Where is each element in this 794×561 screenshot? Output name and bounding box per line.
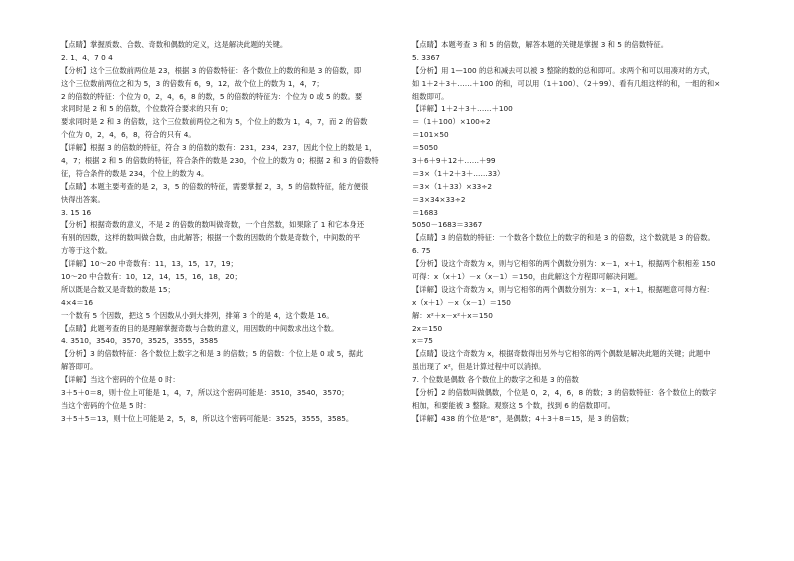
text-line: 一个数有 5 个因数，把这 5 个因数从小到大排列，排第 3 个的是 4，这个数是 16。 [61, 310, 334, 320]
text-line: x（x＋1）－x（x－1）＝150 [412, 297, 511, 307]
text-line: 3＋5＋0＝8，则十位上可能是 1，4，7，所以这个密码可能是：3510，3540，3570； [61, 388, 349, 398]
text-line: 所以既是合数又是奇数的数是 15； [61, 284, 175, 294]
text-line: 【详解】设这个奇数为 x，则与它相邻的两个偶数分别为：x－1，x＋1，根据题意可得方程： [412, 284, 714, 294]
answer-line: 5. 3367 [412, 52, 440, 62]
text-line: 【详解】根据 3 的倍数的特征，符合 3 的倍数的数有：231，234，237，因此个位上的数是 1， [61, 143, 377, 153]
text-line: 这个三位数前两位之和为 5，3 的倍数有 6，9，12，故个位上的数为 1，4，7； [61, 78, 324, 88]
text-line: 【详解】438 的个位是“8”，是偶数；4＋3＋8＝15，是 3 的倍数； [412, 413, 634, 423]
text-line: 解答即可。 [61, 362, 98, 372]
text-line: 【详解】当这个密码的个位是 0 时： [61, 375, 180, 385]
text-line: 【点睛】此题考查的目的是理解掌握奇数与合数的意义，用因数的中间数求出这个数。 [61, 323, 339, 333]
text-line: 当这个密码的个位是 5 时： [61, 400, 151, 410]
text-line: ＝（1＋100）×100÷2 [412, 117, 491, 127]
text-line: 【分析】用 1—100 的总和减去可以被 3 整除的数的总和即可。求两个和可以用凑对的方式， [412, 65, 715, 75]
text-line: 要求同时是 2 和 3 的倍数，这个三位数前两位之和为 5，个位上的数为 1，4，7，而 2 的倍数 [61, 117, 368, 127]
text-line: 3＋5＋5＝13，则十位上可能是 2，5，8，所以这个密码可能是：3525，3555，3585。 [61, 413, 354, 423]
answer-line: 2. 1、4、7 0 4 [61, 52, 113, 62]
text-line: 【分析】2 的倍数叫做偶数，个位是 0，2，4，6，8 的数；3 的倍数特征：各个数位上的数字 [412, 388, 717, 398]
text-line: 【分析】这个三位数前两位是 23，根据 3 的倍数特征：各个数位上的数的和是 3 的倍数，即 [61, 65, 362, 75]
answer-line: 4. 3510，3540，3570，3525，3555，3585 [61, 336, 219, 346]
text-line: 组数即可。 [412, 91, 449, 101]
text-line: 求同时是 2 和 5 的倍数，个位数符合要求的只有 0； [61, 104, 233, 114]
text-line: ＝3×34×33÷2 [412, 194, 466, 204]
answer-line: 6. 75 [412, 246, 431, 256]
text-line: ＝3×（1＋33）×33÷2 [412, 181, 493, 191]
text-line: 【点睛】本题主要考查的是 2，3，5 的倍数的特征，需要掌握 2，3，5 的倍数特征，能方便很 [61, 181, 369, 191]
text-line: 【分析】根据奇数的意义，不是 2 的倍数的数叫做奇数，一个自然数，如果除了 1 和它本身还 [61, 220, 365, 230]
left-column [61, 39, 395, 426]
text-line: 2x＝150 [412, 323, 443, 333]
text-line: 2 的倍数的特征：个位为 0，2，4，6，8 的数，5 的倍数的特征为：个位为 0 或 5 的数。要 [61, 91, 363, 101]
text-line: 【点睛】本题考查 3 和 5 的倍数，解答本题的关键是掌握 3 和 5 的倍数特征。 [412, 40, 669, 49]
text-line: 【点睛】设这个奇数为 x，根据奇数得出另外与它相邻的两个偶数是解决此题的关键；此题中 [412, 349, 711, 359]
text-line: 3＋6＋9＋12＋……＋99 [412, 156, 496, 166]
text-line: 【详解】1＋2＋3＋……＋100 [412, 104, 513, 114]
text-line: 可得：x（x＋1）－x（x－1）＝150，由此解这个方程即可解决问题。 [412, 272, 643, 282]
text-line: 【分析】3 的倍数特征：各个数位上数字之和是 3 的倍数；5 的倍数：个位上是 0 或 5，据此 [61, 349, 364, 359]
text-line: 如 1＋2＋3＋……＋100 的和，可以用（1＋100）、（2＋99）、看有几组这样的和，一组的和× [412, 78, 721, 88]
answer-line: 3. 15 16 [61, 207, 92, 217]
text-line: 相加，和要能被 3 整除。观察这 5 个数，找到 6 的倍数即可。 [412, 400, 615, 410]
text-line: 解：x²＋x－x²＋x＝150 [412, 310, 493, 320]
text-line: 【分析】设这个奇数为 x，则与它相邻的两个偶数分别为：x－1，x＋1，根据两个积相差 150 [412, 259, 716, 269]
text-line: 【详解】10～20 中奇数有：11，13，15，17，19； [61, 259, 238, 269]
text-line: 征，符合条件的数是 234，个位上的数为 4。 [61, 168, 209, 178]
text-line: 有别的因数，这样的数叫做合数，由此解答；根据一个数的因数的个数是奇数个，中间数的平 [61, 233, 361, 243]
text-line: 【点睛】3 的倍数的特征：一个数各个数位上的数字的和是 3 的倍数，这个数就是 3 的倍数。 [412, 233, 715, 243]
right-column [412, 39, 746, 426]
answer-line: 7. 个位数是偶数 各个数位上的数字之和是 3 的倍数 [412, 375, 579, 385]
text-line: 4，7；根据 2 和 5 的倍数的特征，符合条件的数是 230，个位上的数为 0；根据 2 和 3 的倍数特 [61, 156, 379, 166]
text-line: 10～20 中合数有：10，12，14，15，16，18，20； [61, 272, 242, 282]
text-line: 4×4＝16 [61, 297, 93, 307]
text-line: 5050－1683＝3367 [412, 220, 483, 230]
text-line: 个位为 0，2，4，6，8，符合的只有 4。 [61, 130, 196, 140]
text-line: 【点睛】掌握质数、合数、奇数和偶数的定义，这是解决此题的关键。 [61, 40, 288, 49]
text-line: 快得出答案。 [61, 194, 105, 204]
text-line: x＝75 [412, 336, 433, 346]
text-line: ＝101×50 [412, 130, 449, 140]
text-line: ＝1683 [412, 207, 438, 217]
text-line: 虽出现了 x²，但是计算过程中可以消掉。 [412, 362, 546, 372]
text-line: 方等于这个数。 [61, 246, 113, 256]
text-line: ＝5050 [412, 143, 438, 153]
text-line: ＝3×（1＋2＋3＋……33） [412, 168, 505, 178]
